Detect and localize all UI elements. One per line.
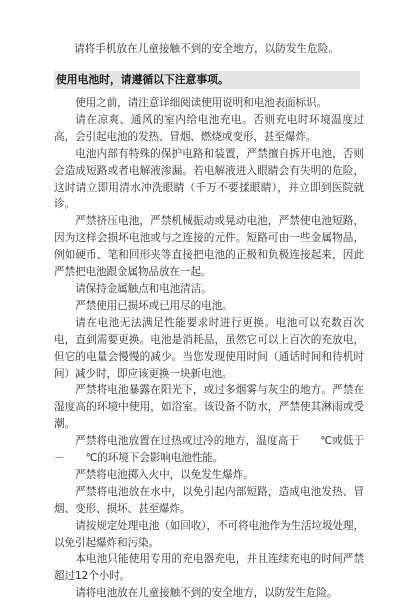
section-heading-bar: [54, 71, 360, 89]
paragraph-no-fire: 严禁将电池掷入火中，以免发生爆炸。: [75, 468, 254, 481]
paragraph-no-damaged-battery: 严禁使用已损坏或已用尽的电池。: [75, 299, 233, 312]
paragraph-charge-ventilated: 请在凉爽、通风的室内给电池充电。否则充电时环境温度过高，会引起电池的发热、冒烟、燃烧或变形，甚至爆炸。: [54, 113, 364, 143]
battery-precautions-body: [54, 95, 364, 602]
paragraph-dedicated-charger: 本电池只能使用专用的充电器充电，并且连续充电的时间严禁超过12个小时。: [54, 553, 364, 583]
top-safety-notice: 请将手机放在儿童接触不到的安全地方，以防发生危险。: [74, 43, 339, 55]
paragraph-avoid-sunlight-humidity: 严禁将电池暴露在阳光下，或过多烟雾与灰尘的地方。严禁在湿度高的环境中使用，如浴室。该设备不防水，严禁使其淋雨或受潮。: [54, 384, 364, 431]
paragraph-read-manual: 使用之前，请注意详细阅读使用说明和电池表面标识。: [75, 97, 328, 109]
paragraph-keep-clean: 请保持金属触点和电池清洁。: [75, 282, 212, 295]
paragraph-disposal: 请按规定处理电池（如回收），不可将电池作为生活垃圾处理，以免引起爆炸和污染。: [54, 519, 364, 549]
paragraph-temperature-range: 严禁将电池放置在过热或过冷的地方，温度高于 ℃或低于－ ℃的环境下会影响电池性能。: [54, 435, 364, 465]
paragraph-no-water: 严禁将电池放在水中，以免引起内部短路，造成电池发热、冒烟、变形、损坏、甚至爆炸。: [54, 485, 364, 515]
paragraph-no-short-circuit: 严禁挤压电池，严禁机械振动或晃动电池，严禁使电池短路，因为这样会损坏电池或与之连接的元件。短路可由一些金属物品，例如硬币、笔和回形夹等直接把电池的正极和负极连接起来，因此严禁把电池跟金属物品放在一起。: [54, 215, 364, 279]
paragraph-replace-battery: 请在电池无法满足性能要求时进行更换。电池可以充数百次电，直到需要更换。电池是消耗品，虽然它可以上百次的充放电，但它的电量会慢慢的减少。当您发现使用时间（通话时间和待机时间）减少时，即应该更换一块新电池。: [54, 316, 364, 380]
paragraph-keep-from-children: 请将电池放在儿童接触不到的安全地方，以防发生危险。: [75, 587, 338, 600]
paragraph-do-not-disassemble: 电池内部有特殊的保护电路和装置，严禁擅自拆开电池，否则会造成短路或者电解液渗漏。若电解液进入眼睛会有失明的危险，这时请立即用清水冲洗眼睛（千万不要揉眼睛），并立即到医院就诊。: [54, 147, 364, 211]
section-heading: 使用电池时，请遵循以下注意事项。: [56, 73, 229, 86]
